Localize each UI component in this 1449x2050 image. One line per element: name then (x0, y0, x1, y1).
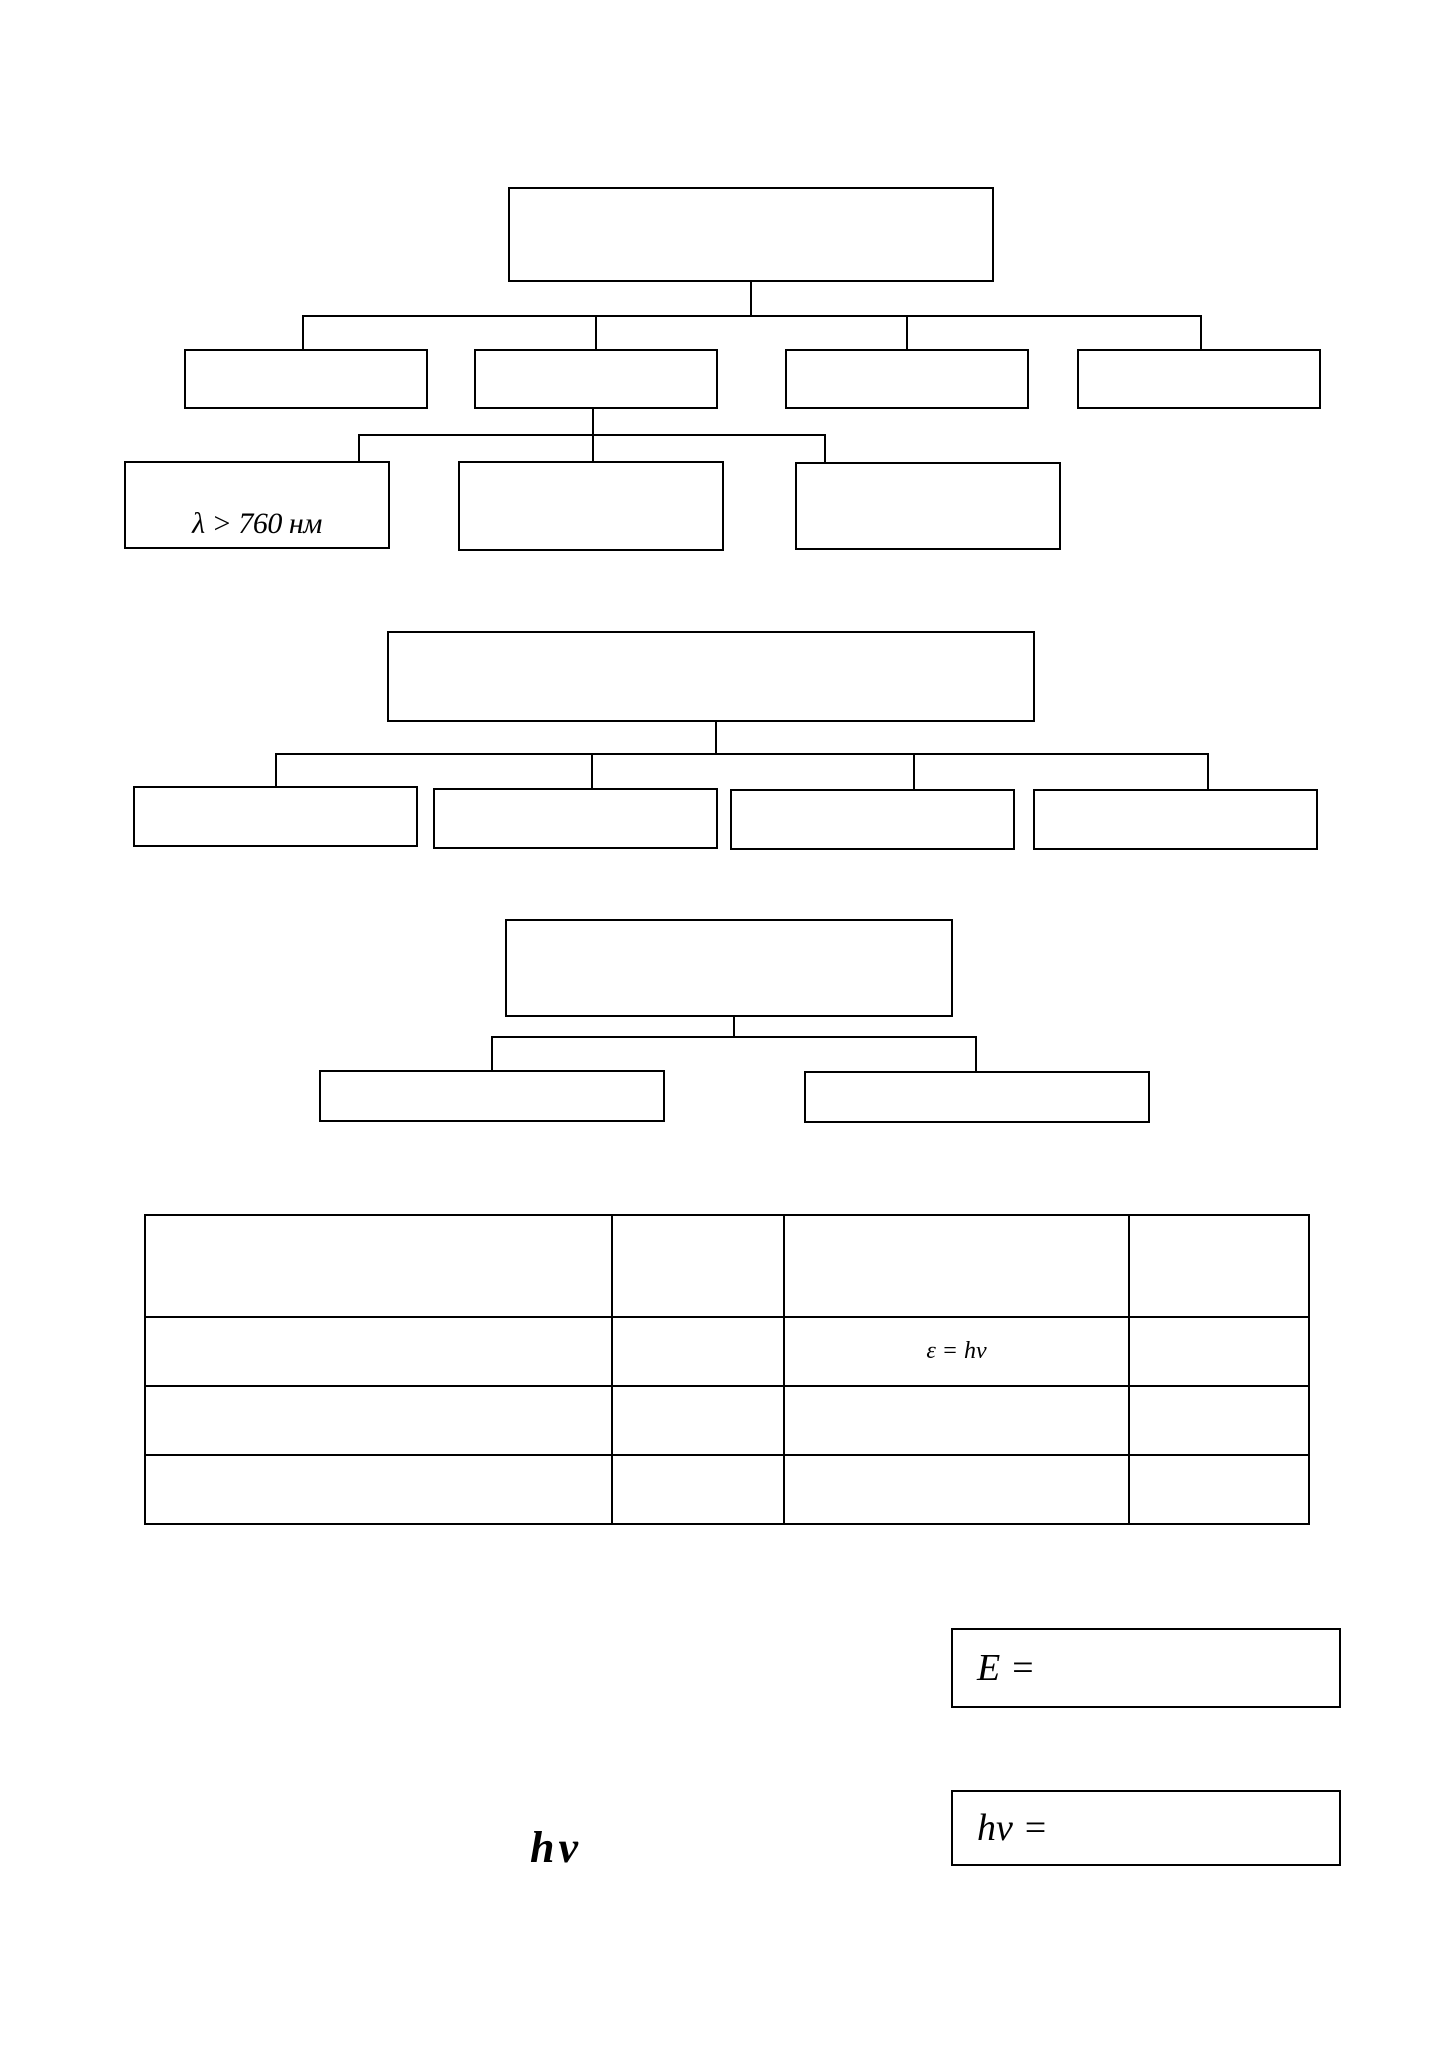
table-cell (1129, 1386, 1309, 1455)
connector (906, 315, 908, 350)
table-cell (612, 1386, 784, 1455)
diagram3-root-box (505, 919, 953, 1017)
connector (491, 1036, 977, 1038)
diagram1-root-box (508, 187, 994, 282)
table-cell (1129, 1215, 1309, 1317)
diagram1-leaf-box-1 (124, 461, 390, 549)
energy-formula-label: E = (977, 1647, 1036, 1689)
connector (824, 434, 826, 462)
table-cell (612, 1455, 784, 1524)
connector (750, 282, 752, 317)
connector (975, 1036, 977, 1072)
diagram2-branch-box-2 (433, 788, 718, 849)
diagram2-branch-box-3 (730, 789, 1015, 850)
diagram2-branch-box-4 (1033, 789, 1318, 850)
diagram1-branch-box-1 (184, 349, 428, 409)
diagram1-branch-box-3 (785, 349, 1029, 409)
diagram3-branch-box-1 (319, 1070, 665, 1122)
diagram1-branch-box-2 (474, 349, 718, 409)
table-header-row (145, 1215, 1309, 1317)
table-cell (145, 1215, 612, 1317)
table-cell (784, 1215, 1129, 1317)
connector (913, 753, 915, 789)
diagram1-branch-box-4 (1077, 349, 1321, 409)
diagram1-leaf-box-2 (458, 461, 724, 551)
table-cell (612, 1317, 784, 1386)
wavelength-label: λ > 760 нм (192, 507, 322, 540)
connector (595, 315, 597, 350)
energy-formula-box (951, 1628, 1341, 1708)
diagram2-root-box (387, 631, 1035, 722)
hv-symbol: hν (530, 1823, 582, 1872)
diagram3-branch-box-2 (804, 1071, 1150, 1123)
connector (1200, 315, 1202, 350)
connector (358, 434, 360, 462)
photon-formula-label: hν = (977, 1807, 1049, 1849)
photon-energy-formula: ε = hν (926, 1338, 987, 1364)
table-cell (1129, 1455, 1309, 1524)
connector (275, 753, 1209, 755)
connector (715, 722, 717, 755)
table-cell (612, 1215, 784, 1317)
connector (591, 753, 593, 789)
connector (1207, 753, 1209, 789)
photon-formula-box (951, 1790, 1341, 1866)
table-row (145, 1386, 1309, 1455)
table-cell (145, 1317, 612, 1386)
table-cell (784, 1455, 1129, 1524)
connector (302, 315, 1202, 317)
table-cell (1129, 1317, 1309, 1386)
diagram1-leaf-box-3 (795, 462, 1061, 550)
connector (592, 409, 594, 436)
connector (733, 1017, 735, 1038)
connector (592, 434, 594, 462)
table-cell (784, 1317, 1129, 1386)
diagram2-branch-box-1 (133, 786, 418, 847)
connector (302, 315, 304, 350)
table-cell (784, 1386, 1129, 1455)
table-cell (145, 1386, 612, 1455)
connector (275, 753, 277, 787)
data-table (144, 1214, 1310, 1525)
table-row (145, 1317, 1309, 1386)
connector (491, 1036, 493, 1072)
table-cell (145, 1455, 612, 1524)
table-row (145, 1455, 1309, 1524)
